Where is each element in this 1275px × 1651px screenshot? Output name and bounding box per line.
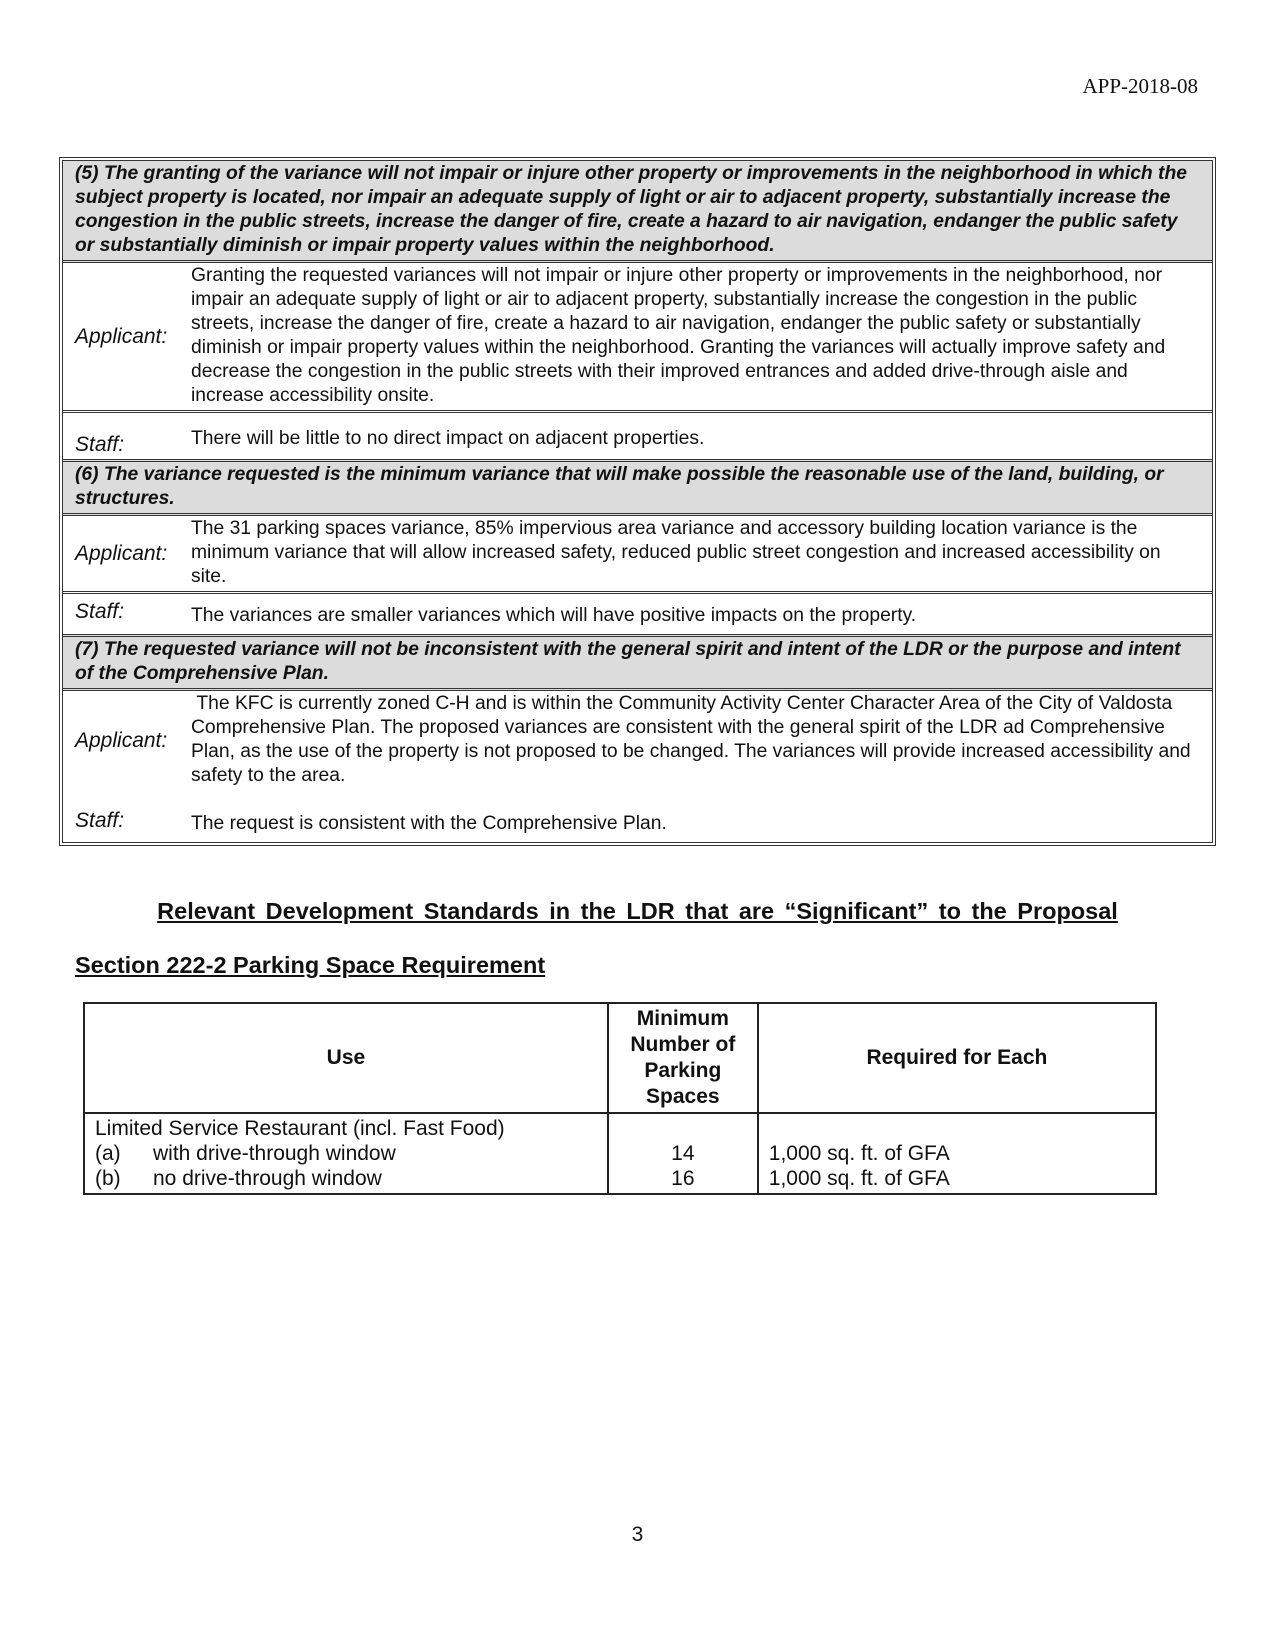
use-item-label: with drive-through window (153, 1142, 396, 1165)
section-heading: Relevant Development Standards in the LDR that are “Significant” to the Proposal (157, 898, 1118, 924)
spaces-cell (608, 1113, 758, 1194)
staff-label: Staff: (75, 433, 125, 456)
spaces-value: 14 (671, 1142, 695, 1165)
applicant-response: The KFC is currently zoned C-H and is within the Community Activity Center Character Area of the City of Valdosta Comprehensive Plan. The proposed variances are consistent with the general spirit of the LDR ad Comprehensive Plan, as the use of the property is not proposed to be changed. The variances will provide increased accessibility and safety to the area. (191, 693, 1196, 786)
staff-response: The variances are smaller variances which will have positive impacts on the property. (191, 605, 917, 626)
applicant-response: The 31 parking spaces variance, 85% impervious area variance and accessory building location variance is the minimum variance that will allow increased safety, reduced public street congestion and increased accessibility on site. (185, 516, 1212, 594)
page-number: 3 (631, 1523, 644, 1546)
applicant-label: Applicant: (63, 516, 185, 594)
variance-criteria-table (62, 160, 1213, 843)
staff-response: The request is consistent with the Comprehensive Plan. (191, 813, 667, 834)
column-header-minimum-spaces: Minimum Number of Parking Spaces (608, 1003, 758, 1113)
applicant-label: Applicant: (63, 263, 185, 413)
column-header-required-for-each: Required for Each (758, 1003, 1156, 1113)
use-item (95, 1141, 597, 1166)
table-header-row (84, 1003, 1156, 1113)
staff-label: Staff: (75, 600, 125, 623)
subsection-heading: Section 222-2 Parking Space Requirement (75, 952, 546, 978)
spaces-value: 16 (671, 1167, 695, 1190)
use-item-marker: (b) (95, 1167, 121, 1190)
staff-response: There will be little to no direct impact on adjacent properties. (191, 428, 705, 449)
required-cell (758, 1113, 1156, 1194)
use-cell (84, 1113, 608, 1194)
applicant-response: Granting the requested variances will not impair or injure other property or improvements in the neighborhood, nor impair an adequate supply of light or air to adjacent property, substantially increase the congestion in the public streets, increase the danger of fire, create a hazard to air navigation, endanger the public safety or substantially diminish or impair property values within the neighborhood. Granting the variances will actually improve safety and decrease the congestion in the public streets with their improved entrances and added drive-through aisle and increase accessibility onsite. (185, 263, 1212, 413)
table-row (84, 1113, 1156, 1194)
use-item-marker: (a) (95, 1142, 121, 1165)
parking-requirement-table (83, 1002, 1157, 1195)
required-value: 1,000 sq. ft. of GFA (768, 1167, 950, 1190)
use-title: Limited Service Restaurant (incl. Fast Food) (95, 1117, 505, 1140)
document-number: APP-2018-08 (1082, 74, 1198, 98)
required-value: 1,000 sq. ft. of GFA (768, 1142, 950, 1165)
applicant-label: Applicant: (75, 728, 168, 752)
staff-label: Staff: (75, 809, 125, 832)
criterion-heading: (6) The variance requested is the minimum variance that will make possible the reasonable use of the land, building, or structures. (63, 459, 1212, 516)
criterion-heading: (7) The requested variance will not be inconsistent with the general spirit and intent of the LDR or the purpose and intent of the Comprehensive Plan. (63, 634, 1212, 691)
use-item-label: no drive-through window (153, 1167, 382, 1190)
criterion-heading: (5) The granting of the variance will not impair or injure other property or improvements in the neighborhood in which the subject property is located, nor impair an adequate supply of light or air to adjacent property, substantially increase the congestion in the public streets, increase the danger of fire, create a hazard to air navigation, endanger the public safety or substantially diminish or impair property values within the neighborhood. (63, 161, 1212, 263)
use-item (95, 1166, 597, 1191)
column-header-use: Use (84, 1003, 608, 1113)
